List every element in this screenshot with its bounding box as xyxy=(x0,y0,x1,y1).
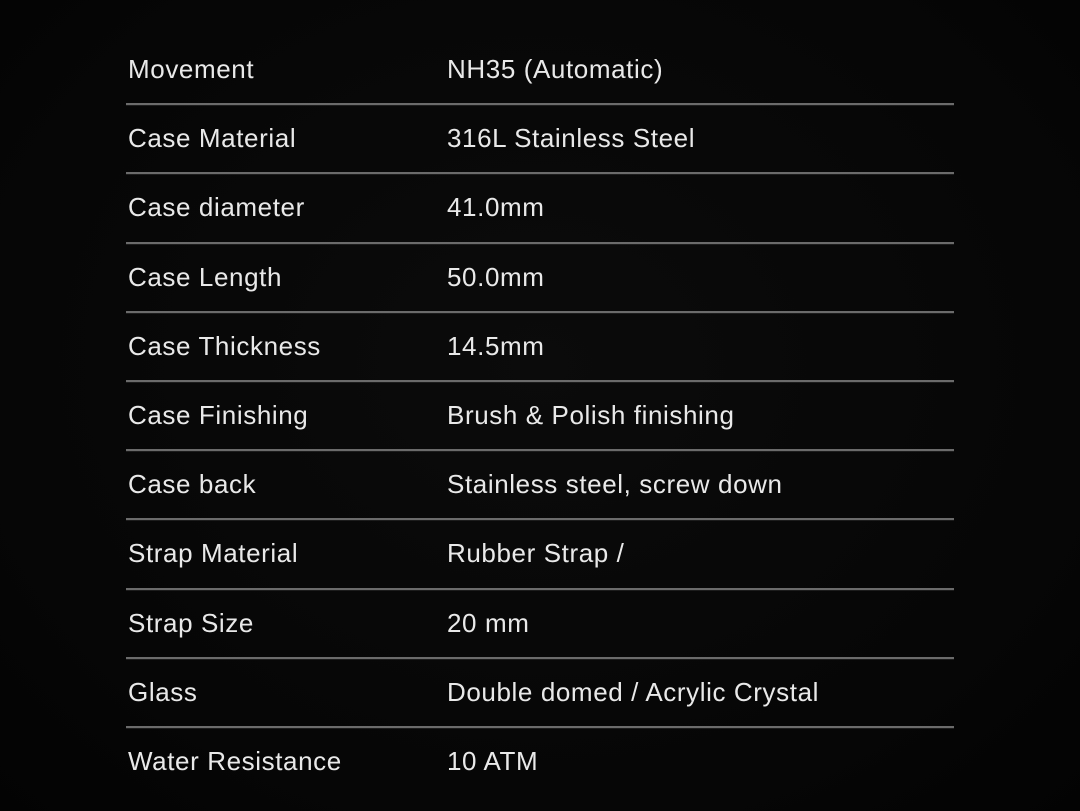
spec-label: Strap Material xyxy=(128,538,299,569)
table-row xyxy=(126,105,954,174)
spec-label: Strap Size xyxy=(128,607,254,638)
table-row xyxy=(126,728,954,795)
table-row xyxy=(126,451,954,520)
table-row xyxy=(126,174,954,243)
spec-label: Case Material xyxy=(128,123,297,154)
spec-label: Water Resistance xyxy=(128,745,342,776)
spec-value: Double domed / Acrylic Crystal xyxy=(447,676,820,707)
spec-label: Glass xyxy=(128,676,198,707)
spec-value: 316L Stainless Steel xyxy=(447,123,696,154)
table-row xyxy=(126,520,954,589)
spec-value: Brush & Polish finishing xyxy=(447,400,735,431)
spec-value: 20 mm xyxy=(447,607,530,638)
table-row xyxy=(126,659,954,728)
spec-label: Movement xyxy=(128,54,255,85)
spec-value: 50.0mm xyxy=(447,261,545,292)
spec-label: Case Length xyxy=(128,261,283,292)
spec-value: Stainless steel, screw down xyxy=(447,469,783,500)
table-row xyxy=(126,590,954,659)
spec-label: Case Finishing xyxy=(128,400,309,431)
spec-value: 14.5mm xyxy=(447,330,545,361)
spec-value: NH35 (Automatic) xyxy=(447,54,664,85)
table-row xyxy=(126,313,954,382)
table-row xyxy=(126,382,954,451)
spec-value: 10 ATM xyxy=(447,745,539,776)
spec-value: 41.0mm xyxy=(447,192,545,223)
spec-label: Case diameter xyxy=(128,192,305,223)
spec-label: Case back xyxy=(128,469,257,500)
spec-label: Case Thickness xyxy=(128,330,321,361)
table-row xyxy=(126,36,954,105)
spec-value: Rubber Strap / xyxy=(447,538,625,569)
table-row xyxy=(126,244,954,313)
watch-spec-table xyxy=(126,36,954,795)
